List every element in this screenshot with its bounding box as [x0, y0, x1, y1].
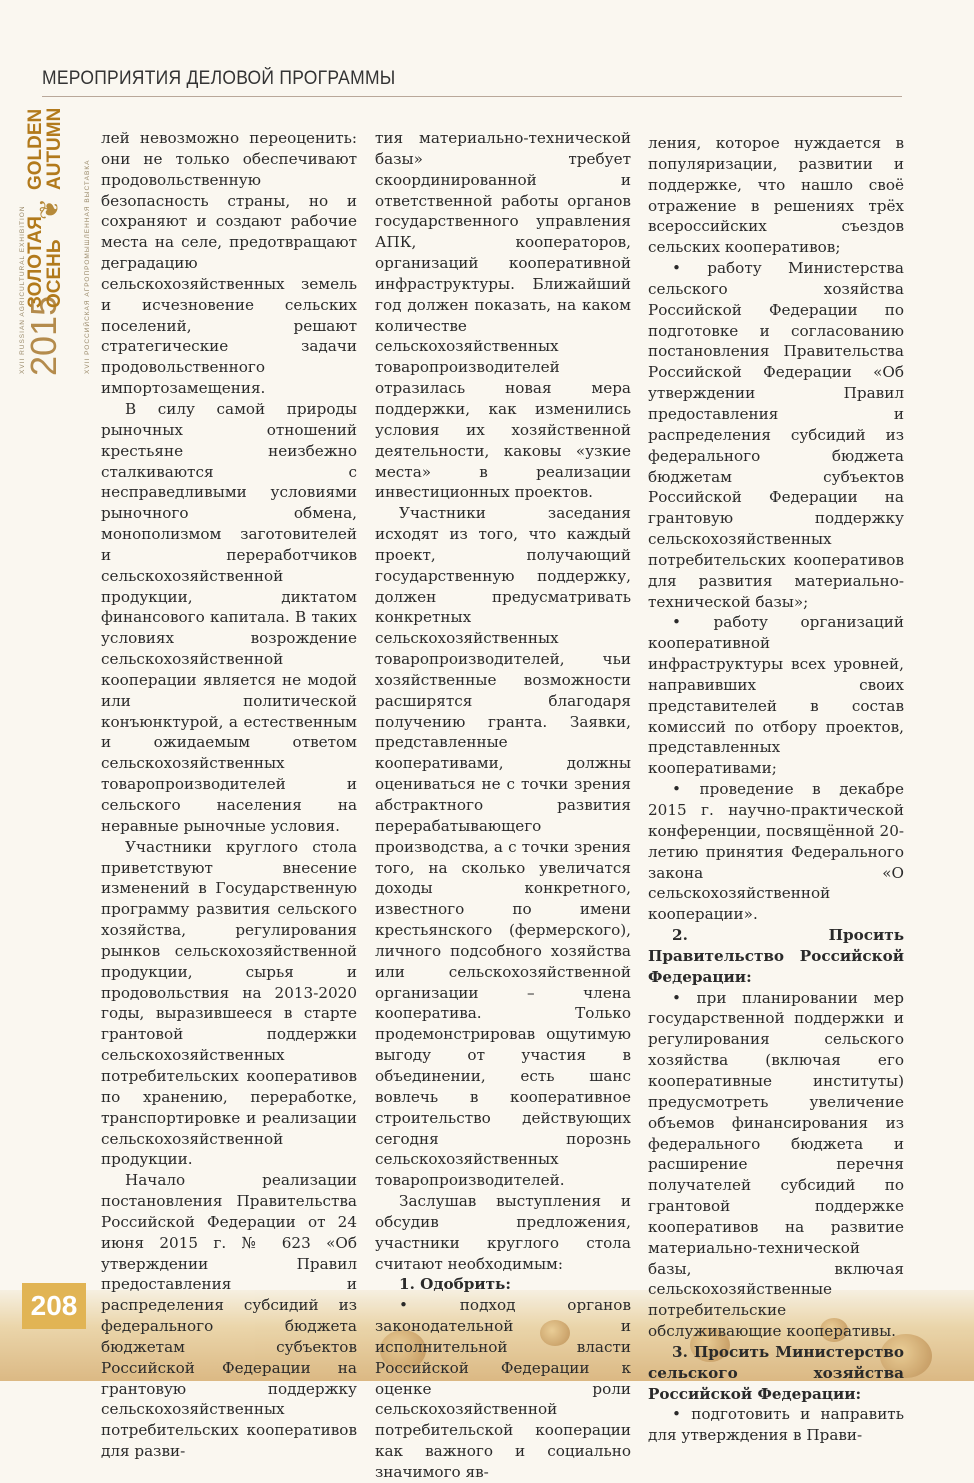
text-column-1	[101, 128, 357, 1462]
text-column-3	[648, 133, 904, 1446]
logo-en-line2: AUTUMN	[44, 107, 65, 190]
section-title: МЕРОПРИЯТИЯ ДЕЛОВОЙ ПРОГРАММЫ	[42, 68, 396, 89]
resolution-heading: 2. Просить Правительство Российской Федерации:	[648, 926, 904, 986]
bullet-item: • работу организаций кооперативной инфраструктуры всех уровней, направивших своих представителей в состав комиссий по отбору проектов, представленных кооперативами;	[648, 612, 904, 779]
bullet-item: • подход органов законодательной и исполнительной власти Российской Федерации к оценке роли сельскохозяйственной потребительской кооперации как важного и социально значимого яв-	[375, 1295, 631, 1483]
page-header	[42, 66, 902, 97]
exhibition-logo	[18, 108, 98, 380]
paragraph: В силу самой природы рыночных отношений крестьяне неизбежно сталкиваются с несправедливыми условиями рыночного обмена, монополизмом заготовителей и переработчиков сельскохозяйственной продукции, диктатом финансового капитала. В таких условиях возрождение сельскохозяйственной кооперации является не модой или политической конъюнктурой, а естественным и ожидаемым ответом сельскохозяйственных товаропроизводителей и сельского населения на неравные рыночные условия.	[101, 399, 357, 835]
logo-russian-name	[26, 216, 64, 308]
page-number: 208	[22, 1283, 86, 1329]
bullet-item: • при планировании мер государственной поддержки и регулирования сельского хозяйства (включая его кооперативные институты) предусмотреть увеличение объемов финансирования из федерального бюджета и расширение перечня получателей субсидий по грантовой поддержке кооперативов на развитие материально-технической базы, включая сельскохозяйственные потребительские обслуживающие кооперативы.	[648, 988, 904, 1342]
paragraph: Участники заседания исходят из того, что каждый проект, получающий государственную поддержку, должен предусматривать конкретных сельскохозяйственных товаропроизводителей, чьи хозяйственные возможности расширятся благодаря получению гранта. Заявки, представленные кооперативами, должны оцениваться не с точки зрения абстрактного развития перерабатывающего производства, а с точки зрения того, на сколько увеличатся доходы конкретного, известного по имени крестьянского (фермерского), личного подсобного хозяйства или сельскохозяйственной организации – члена кооператива. Только продемонстрировав ощутимую выгоду от участия в объединении, есть шанс вовлечь в кооперативное строительство действующих сегодня порознь сельскохозяйственных товаропроизводителей.	[375, 504, 631, 1190]
logo-ru-line1: ЗОЛОТАЯ	[25, 216, 46, 308]
paragraph: лей невозможно переоценить: они не только обеспечивают продовольственную безопасность страны, но и сохраняют и создают рабочие места на селе, предотвращают деградацию сельскохозяйственных земель и исчезновение сельских поселений, решают стратегические задачи продовольственного импортозамещения.	[101, 129, 357, 398]
paragraph: ления, которое нуждается в популяризации, развитии и поддержке, что нашло своё отражение в решениях трёх всероссийских съездов сельских кооперативов;	[648, 134, 904, 257]
bullet-item: • работу Министерства сельского хозяйства Российской Федерации по подготовке и согласованию постановления Правительства Российской Федерации «Об утверждении Правил предоставления и распределения субсидий из федерального бюджета бюджетам субъектов Российской Федерации на грантовую поддержку сельскохозяйственных потребительских кооперативов для развития материально-технической базы»;	[648, 258, 904, 612]
logo-year: 2015	[23, 295, 64, 376]
text-column-2	[375, 128, 631, 1483]
bullet-item: • подготовить и направить для утверждения в Прави-	[648, 1404, 904, 1446]
leaf-icon: ❦	[34, 198, 64, 220]
bullet-item: • проведение в декабре 2015 г. научно-практической конференции, посвящённой 20-летию принятия Федерального закона «О сельскохозяйственной кооперации».	[648, 779, 904, 925]
resolution-heading: 3. Просить Министерство сельского хозяйства Российской Федерации:	[648, 1342, 904, 1403]
resolution-heading: 1. Одобрить:	[399, 1275, 511, 1294]
paragraph: Заслушав выступления и обсудив предложения, участники круглого стола считают необходимым:	[375, 1192, 631, 1273]
paragraph: Начало реализации постановления Правительства Российской Федерации от 24 июня 2015 г. № 623 «Об утверждении Правил предоставления и распределения субсидий из федерального бюджета бюджетам субъектов Российской Федерации на грантовую поддержку сельскохозяйственных потребительских кооперативов для разви-	[101, 1171, 357, 1461]
logo-en-line1: GOLDEN	[25, 108, 46, 190]
logo-ru-line2: ОСЕНЬ	[44, 239, 65, 308]
paragraph: Участники круглого стола приветствуют внесение изменений в Государственную программу развития сельского хозяйства, регулирования рынков сельскохозяйственной продукции, сырья и продовольствия на 2013-2020 годы, выразившееся в старте грантовой поддержки сельскохозяйственных потребительских кооперативов по хранению, переработке, транспортировке и реализации сельскохозяйственной продукции.	[101, 837, 357, 1169]
logo-exhibition-en: XVII RUSSIAN AGRICULTURAL EXHIBITION	[19, 205, 26, 374]
paragraph: тия материально-технической базы» требует скоординированной и ответственной работы органов государственного управления АПК, кооператоров, организаций кооперативной инфраструктуры. Ближайший год должен показать, на каком количестве сельскохозяйственных товаропроизводителей отразилась новая мера поддержки, как изменились условия их хозяйственной деятельности, каковы «узкие места» в реализации инвестиционных проектов.	[375, 129, 631, 502]
logo-english-name	[26, 108, 64, 190]
logo-exhibition-ru: XVII РОССИЙСКАЯ АГРОПРОМЫШЛЕННАЯ ВЫСТАВКА	[84, 159, 91, 374]
